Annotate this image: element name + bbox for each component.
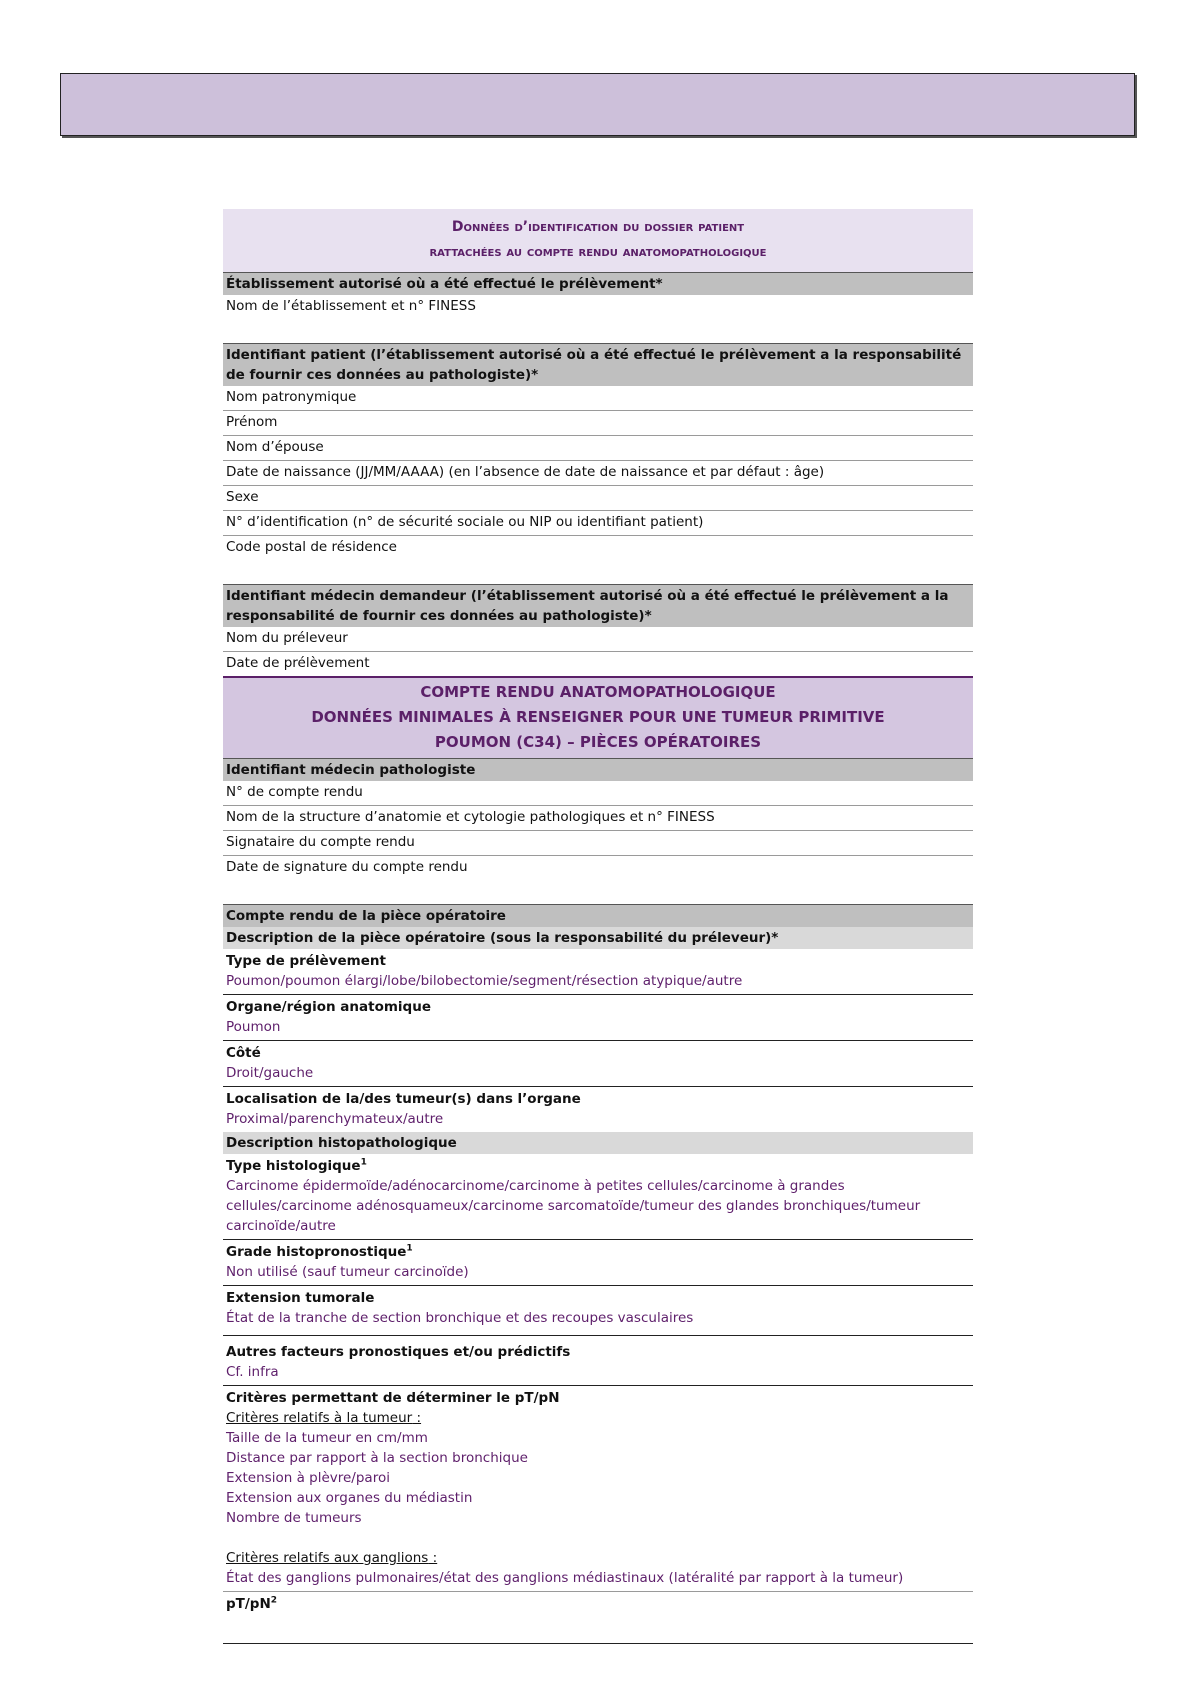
field-cote: [223, 1041, 973, 1087]
patient-row-nom: Nom patronymique: [223, 386, 973, 411]
main-header-line3: POUMON (C34) – PIÈCES OPÉRATOIRES: [434, 733, 762, 751]
field-label: Côté: [226, 1045, 261, 1061]
identification-header-line2: rattachées au compte rendu anatomopathologique: [429, 244, 767, 260]
criteres-ganglions-text: Critères relatifs aux ganglions: [226, 1550, 429, 1566]
pathologiste-row-date-signature: Date de signature du compte rendu: [226, 859, 468, 875]
field-label: Extension tumorale: [226, 1290, 375, 1306]
criteres-tumeur-item: Extension à plèvre/paroi: [226, 1470, 390, 1486]
field-label: Autres facteurs pronostiques et/ou prédictifs: [226, 1344, 571, 1360]
field-organe: [223, 995, 973, 1041]
pathologiste-row-structure: Nom de la structure d’anatomie et cytologie pathologiques et n° FINESS: [223, 806, 973, 831]
field-grade: [223, 1240, 973, 1286]
patient-section-title: Identifiant patient (l’établissement autorisé où a été effectué le prélèvement a la responsabilité de fournir ces données au pathologiste)*: [223, 343, 973, 386]
field-type-histologique: [223, 1154, 973, 1240]
footnote-marker: 1: [360, 1157, 367, 1168]
spacer: [223, 560, 973, 584]
ptpn-label: pT/pN: [226, 1596, 271, 1612]
criteres-ganglions-value: État des ganglions pulmonaires/état des ganglions médiastinaux (latéralité par rapport à la tumeur): [226, 1570, 904, 1586]
field-value: Proximal/parenchymateux/autre: [226, 1111, 444, 1127]
field-localisation: [223, 1087, 973, 1132]
field-value: État de la tranche de section bronchique et des recoupes vasculaires: [226, 1310, 694, 1326]
field-label: [226, 1156, 970, 1176]
footnote-marker: 2: [270, 1595, 278, 1606]
compte-rendu-section-title: Compte rendu de la pièce opératoire: [223, 904, 973, 927]
patient-row-naissance: Date de naissance (JJ/MM/AAAA) (en l’absence de date de naissance et par défaut : âge): [223, 461, 973, 486]
identification-header-line1: Données d’identification du dossier patient: [451, 219, 745, 235]
field-label: Critères permettant de déterminer le pT/pN: [226, 1390, 560, 1406]
main-header-line1: COMPTE RENDU ANATOMOPATHOLOGIQUE: [420, 683, 776, 701]
field-label: Organe/région anatomique: [226, 999, 431, 1015]
field-value: Droit/gauche: [226, 1065, 314, 1081]
field-facteurs: [223, 1336, 973, 1386]
patient-row-prenom: Prénom: [223, 411, 973, 436]
footnote-marker: 1: [406, 1243, 413, 1254]
field-ptpn: [223, 1592, 973, 1617]
spacer: [223, 880, 973, 904]
field-value: Cf. infra: [226, 1364, 279, 1380]
field-value: Non utilisé (sauf tumeur carcinoïde): [226, 1264, 469, 1280]
spacer: [223, 319, 973, 343]
field-type-prelevement: [223, 949, 973, 995]
main-header-line2: DONNÉES MINIMALES À RENSEIGNER POUR UNE TUMEUR PRIMITIVE: [311, 708, 885, 726]
field-label: Type de prélèvement: [226, 953, 386, 969]
title-banner: [60, 73, 1135, 136]
field-value: Poumon/poumon élargi/lobe/bilobectomie/segment/résection atypique/autre: [226, 973, 743, 989]
field-extension: [223, 1286, 973, 1336]
patient-row-identification: N° d’identification (n° de sécurité sociale ou NIP ou identifiant patient): [223, 511, 973, 536]
patient-row-code-postal: Code postal de résidence: [226, 539, 397, 555]
medecin-demandeur-section-title: Identifiant médecin demandeur (l’établissement autorisé où a été effectué le prélèvement a la responsabilité de fournir ces données au pathologiste)*: [223, 584, 973, 627]
medecin-row-date: Date de prélèvement: [226, 655, 370, 671]
grade-label: Grade histopronostique: [226, 1244, 407, 1260]
patient-row-epouse: Nom d’épouse: [223, 436, 973, 461]
field-value: Poumon: [226, 1019, 281, 1035]
form-bottom-rule: [223, 1617, 973, 1644]
field-label: [226, 1594, 970, 1614]
description-piece-title: Description de la pièce opératoire (sous la responsabilité du préleveur)*: [223, 927, 973, 949]
criteres-tumeur-item: Taille de la tumeur en cm/mm: [226, 1430, 428, 1446]
patient-row-sexe: Sexe: [223, 486, 973, 511]
criteres-tumeur-item: Distance par rapport à la section bronchique: [226, 1450, 528, 1466]
type-histologique-label: Type histologique: [226, 1158, 361, 1174]
criteres-tumeur-item: Nombre de tumeurs: [226, 1510, 362, 1526]
field-criteres: [223, 1386, 973, 1592]
field-label: Localisation de la/des tumeur(s) dans l’organe: [226, 1091, 581, 1107]
medecin-row-preleveur: Nom du préleveur: [223, 627, 973, 652]
etablissement-row: Nom de l’établissement et n° FINESS: [226, 298, 476, 314]
field-value: Carcinome épidermoïde/adénocarcinome/carcinome à petites cellules/carcinome à grandes cellules/carcinome adénosquameux/carcinome sarcomatoïde/tumeur des glandes bronchiques/tumeur carcinoïde/autre: [226, 1178, 921, 1234]
report-form: [223, 209, 973, 1644]
main-report-header: [223, 676, 973, 758]
identification-header: [223, 209, 973, 272]
criteres-tumeur-item: Extension aux organes du médiastin: [226, 1490, 473, 1506]
criteres-tumeur-label: Critères relatifs à la tumeur :: [226, 1410, 422, 1426]
pathologiste-section-title: Identifiant médecin pathologiste: [223, 758, 973, 781]
criteres-tumeur-text: Critères relatifs à la tumeur: [226, 1410, 413, 1426]
etablissement-section-title: Établissement autorisé où a été effectué le prélèvement*: [223, 272, 973, 295]
histopathologie-title: Description histopathologique: [223, 1132, 973, 1154]
spacer: [226, 1528, 970, 1548]
pathologiste-row-signataire: Signataire du compte rendu: [223, 831, 973, 856]
criteres-ganglions-label: Critères relatifs aux ganglions :: [226, 1550, 438, 1566]
field-label: [226, 1242, 970, 1262]
pathologiste-row-numero: N° de compte rendu: [223, 781, 973, 806]
